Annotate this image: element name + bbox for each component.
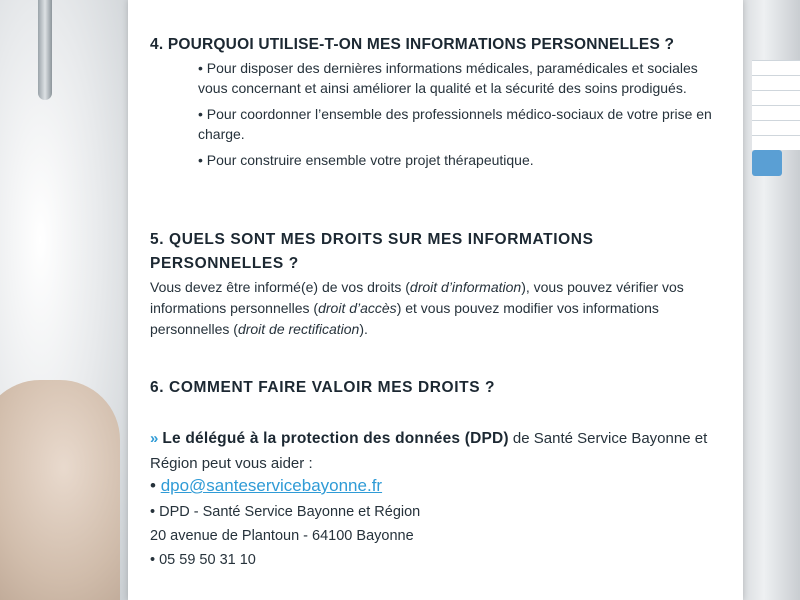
- email-line: [150, 476, 382, 496]
- list-item: • Pour construire ensemble votre projet thérapeutique.: [198, 152, 534, 168]
- address-name: • DPD - Santé Service Bayonne et Région: [150, 504, 421, 520]
- dpd-paragraph: [150, 426, 730, 476]
- section-5-title: 5. QUELS SONT MES DROITS SUR MES INFORMATIONS PERSONNELLES ?: [150, 231, 594, 272]
- dpd-bold: Le délégué à la protection des données (DPD): [162, 430, 509, 447]
- text-segment: Vous devez être informé(e) de vos droits (: [150, 279, 410, 295]
- list-item: • Pour disposer des dernières informations médicales, paramédicales et sociales vous concernant et ainsi améliorer la qualité et la sécurité des soins prodigués.: [198, 60, 698, 96]
- list-item: • Pour coordonner l’ensemble des professionnels médico-sociaux de votre prise en charge.: [198, 106, 712, 142]
- section-4-title: 4. POURQUOI UTILISE-T-ON MES INFORMATIONS PERSONNELLES ?: [150, 36, 675, 53]
- text-segment: ), vous pouvez vérifier vos informations personnelles (: [150, 279, 684, 316]
- right-information: droit d’information: [409, 279, 522, 295]
- chevron-right-icon: »: [150, 430, 159, 447]
- dpd-rest: de Santé Service Bayonne et Région peut vous aider :: [150, 430, 708, 472]
- right-rectification: droit de rectification: [237, 321, 360, 337]
- stethoscope-shape: [38, 0, 52, 100]
- bullet: •: [150, 476, 161, 495]
- paper-lines: [752, 60, 800, 150]
- address-street: 20 avenue de Plantoun - 64100 Bayonne: [150, 528, 414, 544]
- text-segment: ).: [359, 321, 368, 337]
- text-segment: ) et vous pouvez modifier vos informations personnelles (: [150, 300, 659, 337]
- email-link[interactable]: dpo@santeservicebayonne.fr: [160, 476, 383, 495]
- arm-shape: [0, 380, 120, 600]
- phone-number: • 05 59 50 31 10: [150, 552, 256, 568]
- section-4-list: [198, 59, 718, 178]
- section-6-title: 6. COMMENT FAIRE VALOIR MES DROITS ?: [150, 379, 496, 396]
- section-5-text: [150, 277, 710, 340]
- right-access: droit d’accès: [318, 300, 397, 316]
- background-right-photo: [740, 0, 800, 600]
- background-left-photo: [0, 0, 135, 600]
- blue-tab-shape: [752, 150, 782, 176]
